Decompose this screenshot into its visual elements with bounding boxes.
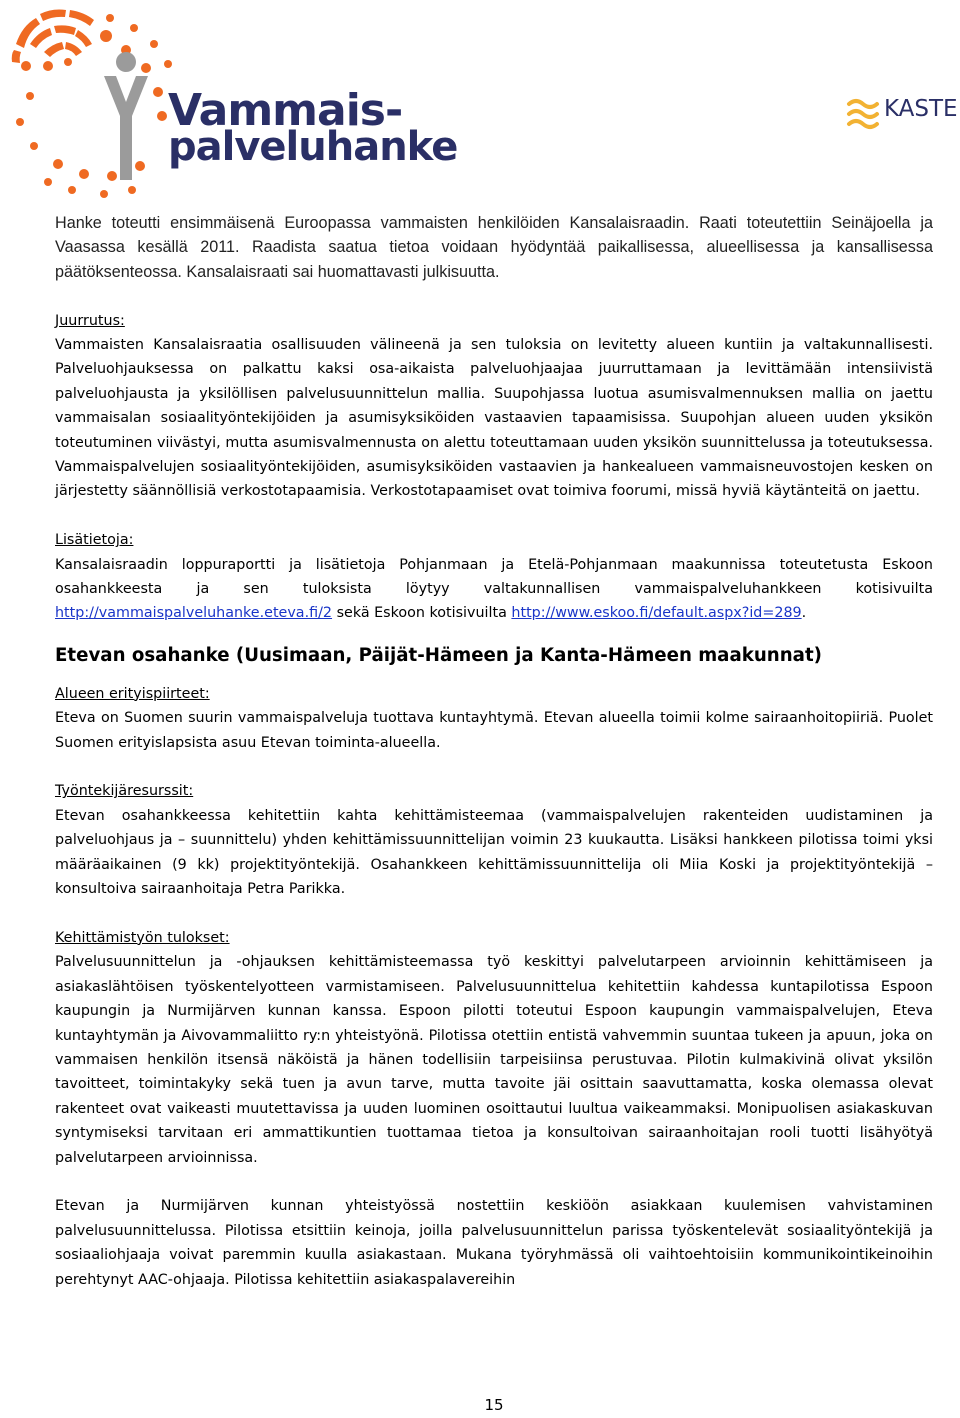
tulokset-paragraph: Palvelusuunnittelun ja -ohjauksen kehittämisteemassa työ keskittyi palvelutarpeen arvioinnin kehittämiseen ja asiakaslähtöisen työskentelyotteen varmistamiseen. Palvelusuunnittelua kehitettiin kahdessa kuntapilotissa Espoon kaupungin ja Nurmijärven kunnan kanssa. Espoon pilotti toteutui Espoon kaupungin vammaispalvelujen, Eteva kuntayhtymän ja Aivovammaliitto ry:n yhteistyönä. Pilotissa otettiin entistä vahvemmin suuntaa tukeen ja apuun, joka on vammaisen henkilön itsensä näköistä ja hänen todellisiin tarpeisiinsa perustuvaa. Pilotin kulmakivinä olivat yksilön tavoitteet, toimintakyky sekä tuen ja avun tarve, mutta tavoite jäi osittain saavuttamatta, koska olemassa olevat rakenteet ovat vaikeasti muutettavissa ja uuden luominen osoittautui luultua vaikeammaksi. Monipuolisen asiakaskuvan syntymiseksi tarvitaan eri ammattikuntien tuottamaa tietoa ja konsultoivan sairaanhoitajan rooli tuotti lisähyötyä palvelutarpeen arvioinnissa. — [55, 954, 933, 1166]
logo-text-line1: Vammais- — [168, 85, 403, 136]
lisatietoja-text-middle: sekä Eskoon kotisivuilta — [332, 605, 512, 622]
kaste-waves-icon — [846, 92, 882, 136]
page-number: 15 — [484, 1396, 504, 1414]
lisatietoja-text-after: . — [801, 605, 807, 622]
final-paragraph: Etevan ja Nurmijärven kunnan yhteistyössä nostettiin keskiöön asiakkaan kuulemisen vahvistaminen palvelusuunnittelussa. Pilotissa etsittiin keinoja, joilla palvelusuunnittelun parissa työskentelevät sosiaalityöntekijä ja sosiaaliohjaaja voivat paremmin kuulla asiakastaan. Mukana työryhmässä oli vaihtoehtoisiin kommunikointikeinoihin perehtynyt AAC-ohjaaja. Pilotissa kehitettiin asiakaspalavereihin — [55, 1198, 933, 1288]
lisatietoja-text-before: Kansalaisraadin loppuraportti ja lisätietoja Pohjanmaan ja Etelä-Pohjanmaan maakunnissa toteutetusta Eskoon osahankkeesta ja sen tuloksista löytyy valtakunnallisen vammaispalveluhankkeen kotisivuilta — [55, 556, 933, 598]
juurrutus-paragraph: Vammaisten Kansalaisraatia osallisuuden välineenä ja sen tuloksia on levitetty alueen kuntiin ja valtakunnallisesti. Palveluohjauksessa on palkattu kaksi osa-aikaista palveluohjaajaa juurruttamaan ja levittämään intensiivistä palveluohjausta ja yksilöllisen palvelusuunnittelun mallia. Suupohjassa luotua asumisvalmennuksen mallia on jaettu vammaisalan sosiaalityöntekijöiden ja asumisyksiköiden vastaavien tapaamisissa. Suupohjan alueen uuden yksikön toteutuminen viivästyi, mutta asumisvalmennusta on alettu toteuttamaan uuden yksikön suunnittelussa ja toteutuksessa. Vammaispalvelujen sosiaalityöntekijöiden, asumisyksiköiden vastaavien ja hankealueen vammaisneuvostojen kesken on järjestetty säännöllisiä verkostotapaamisia. Verkostotapaamiset ovat toimiva foorumi, missä hyviä käytänteitä on jaettu. — [55, 337, 933, 500]
document-body — [55, 211, 933, 1292]
juurrutus-heading: Juurrutus: — [55, 312, 125, 329]
lisatietoja-heading: Lisätietoja: — [55, 532, 134, 549]
intro-paragraph: Hanke toteutti ensimmäisenä Euroopassa vammaisten henkilöiden Kansalaisraadin. Raati toteutettiin Seinäjoella ja Vaasassa kesällä 2011. Raadista saatua tietoa voidaan hyödyntää paikallisessa, alueellisessa ja kansallisessa päätöksenteossa. Kansalaisraati sai huomattavasti julkisuutta. — [55, 214, 933, 281]
vammaispalveluhanke-logo — [8, 4, 458, 200]
tyontekija-paragraph: Etevan osahankkeessa kehitettiin kahta kehittämisteemaa (vammaispalvelujen rakenteiden uudistaminen ja palveluohjaus ja – suunnittelu) yhden kehittämissuunnittelijan voimin 23 kuukautta. Lisäksi hankkeen pilotissa toimi yksi määräaikainen (9 kk) projektityöntekijä. Osahankkeen kehittämissuunnittelija oli Miia Koski ja projektityöntekijä – konsultoiva sairaanhoitaja Petra Parikka. — [55, 807, 933, 898]
logo-text-line2: palveluhanke — [168, 124, 458, 170]
tyontekija-heading: Työntekijäresurssit: — [55, 783, 194, 800]
alue-heading: Alueen erityispiirteet: — [55, 685, 210, 702]
tulokset-heading: Kehittämistyön tulokset: — [55, 929, 230, 946]
alue-paragraph: Eteva on Suomen suurin vammaispalveluja tuottava kuntayhtymä. Etevan alueella toimii kolme sairaanhoitopiiriä. Puolet Suomen erityislapsista asuu Etevan toiminta-alueella. — [55, 710, 933, 751]
lisatietoja-paragraph — [55, 553, 933, 626]
vammaispalveluhanke-link[interactable]: http://vammaispalveluhanke.eteva.fi/2 — [55, 605, 333, 622]
logo-figure-icon — [8, 4, 178, 200]
eskoo-link[interactable]: http://www.eskoo.fi/default.aspx?id=289 — [511, 605, 802, 622]
kaste-logo — [846, 92, 960, 136]
kaste-logo-text: KASTE — [884, 96, 958, 122]
eteva-section-title: Etevan osahanke (Uusimaan, Päijät-Hämeen ja Kanta-Hämeen maakunnat) — [55, 644, 822, 666]
